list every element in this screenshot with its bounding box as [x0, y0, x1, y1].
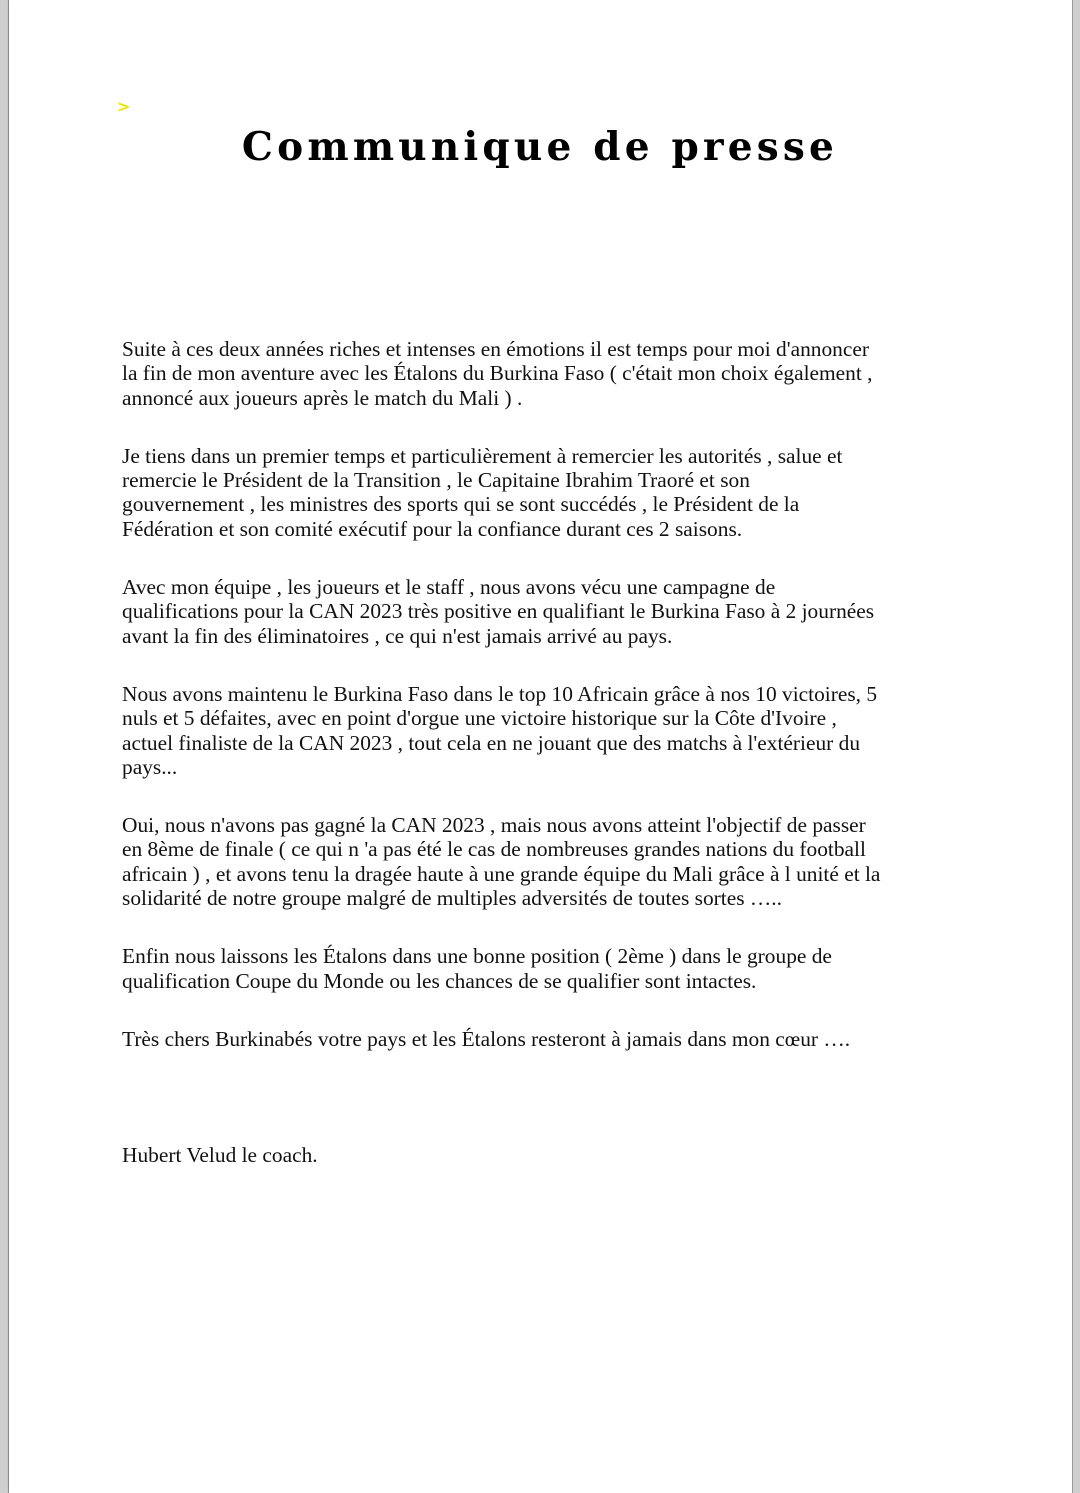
paragraph-1: Suite à ces deux années riches et intenses en émotions il est temps pour moi d'annoncer la fin de mon aventure avec les Étalons du Burkina Faso ( c'était mon choix également , annoncé aux joueurs après le match du Mali ) .: [122, 337, 873, 410]
paragraph-5: Oui, nous n'avons pas gagné la CAN 2023 , mais nous avons atteint l'objectif de passer en 8ème de finale ( ce qui n 'a pas été le cas de nombreuses grandes nations du football africain ) , et avons tenu la dragée haute à une grande équipe du Mali grâce à l unité et la solidarité de notre groupe malgré de multiples adversités de toutes sortes …..: [122, 813, 881, 911]
signature: Hubert Velud le coach.: [122, 1143, 318, 1167]
press-release-body: [122, 337, 972, 1085]
cursor-marker-icon: >: [117, 97, 131, 116]
paragraph-2: Je tiens dans un premier temps et particulièrement à remercier les autorités , salue et remercie le Président de la Transition , le Capitaine Ibrahim Traoré et son gouvernement , les ministres des sports qui se sont succédés , le Président de la Fédération et son comité exécutif pour la confiance durant ces 2 saisons.: [122, 443, 843, 541]
paragraph-3: Avec mon équipe , les joueurs et le staff , nous avons vécu une campagne de qualifications pour la CAN 2023 très positive en qualifiant le Burkina Faso à 2 journées avant la fin des éliminatoires , ce qui n'est jamais arrivé au pays.: [122, 575, 875, 648]
paragraph-7: Très chers Burkinabés votre pays et les Étalons resteront à jamais dans mon cœur ….: [122, 1026, 851, 1051]
paragraph-4: Nous avons maintenu le Burkina Faso dans le top 10 Africain grâce à nos 10 victoires, 5 nuls et 5 défaites, avec en point d'orgue une victoire historique sur la Côte d'Ivoire , actuel finaliste de la CAN 2023 , tout cela en ne jouant que des matchs à l'extérieur du pays...: [122, 681, 878, 779]
page-title: Communique de presse: [241, 124, 839, 170]
viewer-left-edge: [0, 0, 9, 1493]
viewer-right-edge: [1072, 0, 1080, 1493]
paragraph-6: Enfin nous laissons les Étalons dans une bonne position ( 2ème ) dans le groupe de qualification Coupe du Monde ou les chances de se qualifier sont intactes.: [122, 944, 832, 993]
